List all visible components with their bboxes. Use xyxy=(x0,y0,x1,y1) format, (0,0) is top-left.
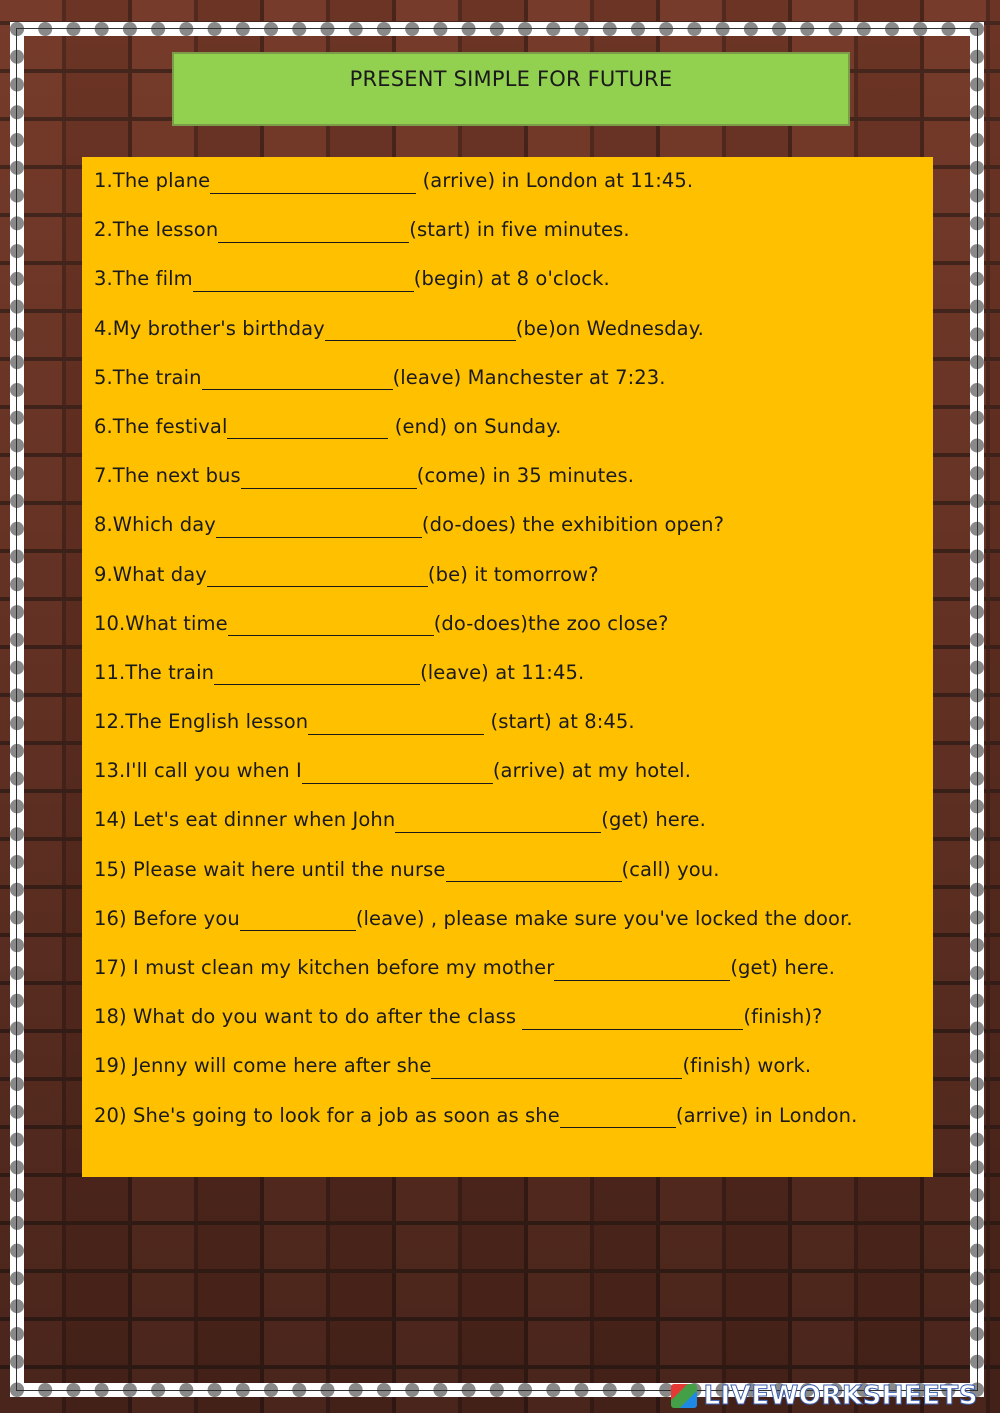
exercise-line-3 xyxy=(94,266,933,315)
answer-input-19[interactable] xyxy=(431,1058,682,1079)
answer-input-15[interactable] xyxy=(446,861,622,882)
prompt-after: (finish)? xyxy=(743,1005,823,1029)
answer-input-10[interactable] xyxy=(228,615,434,636)
answer-input-2[interactable] xyxy=(218,222,409,243)
exercise-line-11 xyxy=(94,660,933,709)
prompt-after: (arrive) in London at 11:45. xyxy=(416,169,694,192)
answer-input-8[interactable] xyxy=(216,517,422,538)
exercise-line-14 xyxy=(94,807,933,856)
exercise-line-12 xyxy=(94,709,933,758)
prompt-after: (come) in 35 minutes. xyxy=(416,464,635,488)
prompt-before: 17) I must clean my kitchen before my mother xyxy=(94,956,555,979)
prompt-before: 8.Which day xyxy=(94,513,216,537)
prompt-after: (be)on Wednesday. xyxy=(515,316,704,340)
answer-input-9[interactable] xyxy=(207,566,428,587)
liveworksheets-watermark xyxy=(671,1383,978,1409)
prompt-after: (leave) at 11:45. xyxy=(420,660,585,684)
prompt-before: 15) Please wait here until the nurse xyxy=(94,857,446,881)
prompt-before: 4.My brother's birthday xyxy=(94,316,325,340)
watermark-text: LIVEWORKSHEETS xyxy=(703,1381,978,1411)
exercise-line-4 xyxy=(94,316,933,365)
answer-input-6[interactable] xyxy=(227,418,388,439)
answer-input-1[interactable] xyxy=(210,173,416,194)
exercise-line-9 xyxy=(94,562,933,611)
prompt-after: (start) at 8:45. xyxy=(484,710,635,734)
prompt-after: (do-does) the exhibition open? xyxy=(421,513,725,537)
prompt-after: (finish) work. xyxy=(682,1054,812,1078)
answer-input-18[interactable] xyxy=(522,1009,743,1030)
prompt-after: (end) on Sunday. xyxy=(388,414,562,438)
exercise-line-10 xyxy=(94,611,933,660)
prompt-before: 5.The train xyxy=(94,365,202,389)
answer-input-13[interactable] xyxy=(302,763,493,784)
prompt-after: (leave) , please make sure you've locked the door. xyxy=(355,906,853,930)
prompt-after: (call) you. xyxy=(621,857,720,881)
prompt-before: 11.The train xyxy=(94,660,215,684)
prompt-after: (do-does)the zoo close? xyxy=(433,611,669,635)
exercise-line-7 xyxy=(94,463,933,512)
prompt-after: (begin) at 8 o'clock. xyxy=(413,267,610,291)
prompt-before: 3.The film xyxy=(94,267,193,291)
prompt-after: (arrive) in London. xyxy=(675,1103,858,1127)
exercise-line-15 xyxy=(94,857,933,906)
prompt-after: (get) here. xyxy=(730,956,836,979)
liveworksheets-logo-icon xyxy=(671,1384,697,1408)
prompt-before: 10.What time xyxy=(94,611,228,635)
exercise-line-18 xyxy=(94,1004,933,1053)
exercise-line-16 xyxy=(94,906,933,955)
answer-input-3[interactable] xyxy=(193,271,414,292)
answer-input-12[interactable] xyxy=(308,714,484,735)
prompt-before: 9.What day xyxy=(94,562,207,586)
prompt-before: 1.The plane xyxy=(94,169,211,192)
exercise-line-5 xyxy=(94,365,933,414)
prompt-before: 18) What do you want to do after the class xyxy=(94,1005,523,1029)
exercise-line-19 xyxy=(94,1053,933,1102)
answer-input-5[interactable] xyxy=(202,369,393,390)
prompt-before: 2.The lesson xyxy=(94,218,219,242)
prompt-before: 6.The festival xyxy=(94,414,228,438)
prompt-before: 14) Let's eat dinner when John xyxy=(94,808,396,832)
prompt-after: (be) it tomorrow? xyxy=(427,562,599,586)
prompt-before: 16) Before you xyxy=(94,906,240,930)
exercise-line-6 xyxy=(94,414,933,463)
exercise-line-2 xyxy=(94,217,933,266)
answer-input-16[interactable] xyxy=(240,910,356,931)
prompt-before: 13.I'll call you when I xyxy=(94,759,302,783)
prompt-before: 7.The next bus xyxy=(94,464,241,488)
prompt-after: (get) here. xyxy=(601,808,706,832)
prompt-after: (leave) Manchester at 7:23. xyxy=(392,365,666,389)
exercise-line-20 xyxy=(94,1103,933,1152)
exercise-line-8 xyxy=(94,512,933,561)
answer-input-20[interactable] xyxy=(560,1107,676,1128)
exercise-line-17 xyxy=(94,955,933,1004)
exercise-line-1 xyxy=(94,168,933,217)
exercise-panel xyxy=(82,157,933,1177)
answer-input-4[interactable] xyxy=(325,320,516,341)
prompt-after: (arrive) at my hotel. xyxy=(492,759,691,783)
worksheet-title: PRESENT SIMPLE FOR FUTURE xyxy=(172,52,850,126)
exercise-line-13 xyxy=(94,758,933,807)
prompt-before: 12.The English lesson xyxy=(94,710,309,734)
answer-input-11[interactable] xyxy=(214,664,420,685)
answer-input-7[interactable] xyxy=(241,468,417,489)
answer-input-14[interactable] xyxy=(395,812,601,833)
prompt-before: 19) Jenny will come here after she xyxy=(94,1054,432,1078)
prompt-before: 20) She's going to look for a job as soon as she xyxy=(94,1103,560,1127)
prompt-after: (start) in five minutes. xyxy=(409,218,630,242)
answer-input-17[interactable] xyxy=(554,960,730,981)
